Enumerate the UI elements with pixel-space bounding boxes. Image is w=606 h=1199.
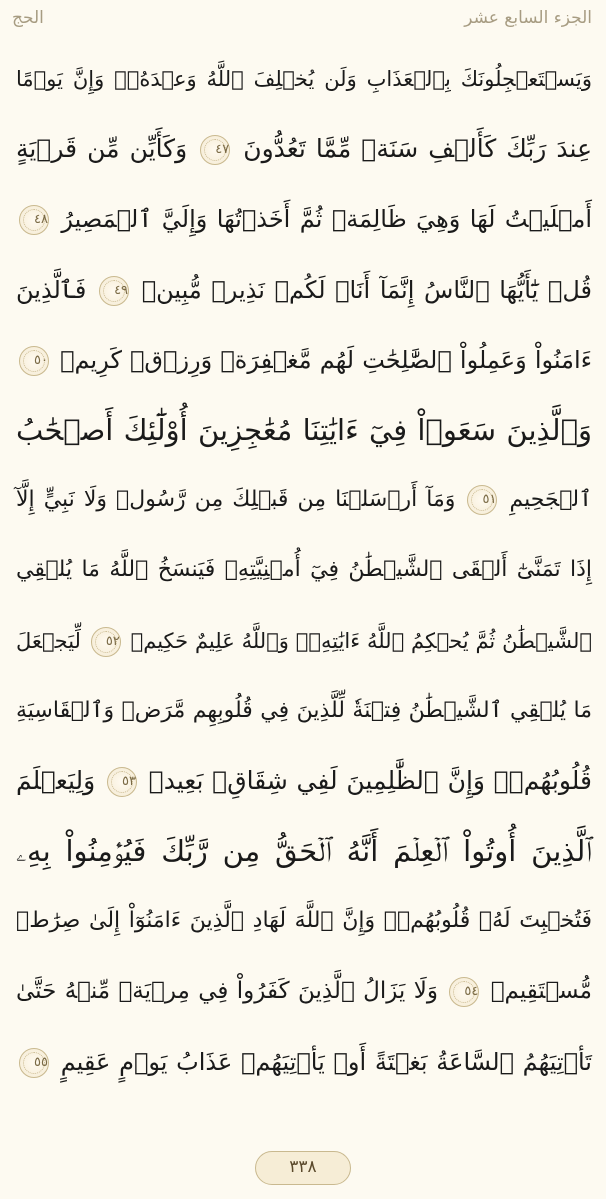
verse-text: لِّيَجۡعَلَ — [16, 628, 81, 653]
quran-page-text — [0, 44, 606, 1097]
text-line — [0, 886, 606, 956]
ayah-number-marker — [107, 767, 137, 797]
ayah-number-marker — [467, 485, 497, 515]
text-line — [0, 325, 606, 395]
ayah-number: ٤٨ — [34, 212, 48, 228]
verse-text: مَا يُلۡقِي ٱلشَّيۡطَٰنُ فِتۡنَةٗ لِّلَّذِينَ فِي قُلُوبِهِم مَّرَضٞ وَٱلۡقَاسِيَةِ — [16, 697, 592, 723]
verse-text: عِندَ رَبِّكَ كَأَلۡفِ سَنَةٖ مِّمَّا تَعُدُّونَ — [243, 134, 592, 164]
text-line — [0, 395, 606, 465]
verse-text: إِذَا تَمَنَّىٰٓ أَلۡقَى ٱلشَّيۡطَٰنُ فِيٓ أُمۡنِيَّتِهِۦ فَيَنسَخُ ٱللَّهُ مَا يُلۡقِي — [16, 557, 592, 583]
ayah-number: ٥٢ — [105, 633, 120, 649]
text-line — [0, 746, 606, 816]
verse-text: وَلِيَعۡلَمَ — [16, 765, 96, 795]
text-line — [0, 816, 606, 886]
verse-text: وَكَأَيِّن مِّن قَرۡيَةٍ — [16, 134, 188, 164]
verse-text: وَيَسۡتَعۡجِلُونَكَ بِٱلۡعَذَابِ وَلَن يُخۡلِفَ ٱللَّهُ وَعۡدَهُۥۚ وَإِنَّ يَوۡمًا — [16, 67, 592, 91]
verse-text: قُلُوبُهُمۡۗ وَإِنَّ ٱلظَّٰلِمِينَ لَفِي شِقَاقِۭ بَعِيدٖ — [148, 765, 592, 795]
ayah-number-marker — [91, 627, 121, 657]
verse-text: وَٱلَّذِينَ سَعَوۡاْ فِيٓ ءَايَٰتِنَا مُعَٰجِزِينَ أُوْلَٰٓئِكَ أَصۡحَٰبُ — [16, 412, 592, 447]
text-line — [0, 465, 606, 535]
text-line — [0, 956, 606, 1026]
ayah-number-marker — [449, 977, 479, 1007]
ayah-number-marker — [99, 276, 129, 306]
ayah-number-marker — [200, 135, 230, 165]
page-header — [0, 0, 606, 44]
text-line — [0, 606, 606, 676]
ayah-number: ٥١ — [482, 492, 497, 508]
verse-text: ٱلۡجَحِيمِ — [509, 487, 592, 513]
verse-text: أَمۡلَيۡتُ لَهَا وَهِيَ ظَالِمَةٞ ثُمَّ أَخَذۡتُهَا وَإِلَيَّ ٱلۡمَصِيرُ — [61, 205, 592, 234]
text-line — [0, 255, 606, 325]
verse-text: تَأۡتِيَهُمُ ٱلسَّاعَةُ بَغۡتَةً أَوۡ يَأۡتِيَهُمۡ عَذَابُ يَوۡمٍ عَقِيمٍ — [60, 1047, 592, 1076]
surah-name-label: الحج — [12, 8, 44, 28]
ayah-number: ٤٩ — [114, 282, 129, 298]
juz-label: الجزء السابع عشر — [464, 8, 592, 28]
verse-text: وَلَا يَزَالُ ٱلَّذِينَ كَفَرُواْ فِي مِرۡيَةٖ مِّنۡهُ حَتَّىٰ — [16, 978, 438, 1005]
ayah-number: ٤٧ — [215, 142, 230, 158]
page-number-badge: ٣٣٨ — [255, 1151, 351, 1185]
verse-text: قُلۡ يَٰٓأَيُّهَا ٱلنَّاسُ إِنَّمَآ أَنَا۠ لَكُمۡ نَذِيرٞ مُّبِينٞ — [141, 275, 592, 304]
ayah-number: ٥٣ — [122, 773, 136, 789]
ayah-number: ٥٤ — [464, 983, 479, 999]
ayah-number: ٥٠ — [34, 352, 48, 368]
text-line — [0, 114, 606, 184]
ayah-number-marker — [19, 346, 49, 376]
verse-text: ٱلَّذِينَ أُوتُواْ ٱلۡعِلۡمَ أَنَّهُ ٱلۡحَقُّ مِن رَّبِّكَ فَيُؤۡمِنُواْ بِهِۦ — [16, 834, 592, 869]
text-line — [0, 1027, 606, 1097]
ayah-number: ٥٥ — [34, 1054, 48, 1070]
text-line — [0, 676, 606, 746]
text-line — [0, 184, 606, 254]
verse-text: فَٱلَّذِينَ — [16, 275, 87, 304]
verse-text: وَمَآ أَرۡسَلۡنَا مِن قَبۡلِكَ مِن رَّسُولٖ وَلَا نَبِيٍّ إِلَّآ — [16, 487, 456, 513]
text-line — [0, 44, 606, 114]
verse-text: ٱلشَّيۡطَٰنُ ثُمَّ يُحۡكِمُ ٱللَّهُ ءَايَٰتِهِۦۗ وَٱللَّهُ عَلِيمٌ حَكِيمٞ — [130, 628, 592, 653]
verse-text: ءَامَنُواْ وَعَمِلُواْ ٱلصَّٰلِحَٰتِ لَهُم مَّغۡفِرَةٞ وَرِزۡقٞ كَرِيمٞ — [60, 345, 592, 374]
text-line — [0, 535, 606, 605]
ayah-number-marker — [19, 205, 49, 235]
ayah-number-marker — [19, 1048, 49, 1078]
verse-text: فَتُخۡبِتَ لَهُۥ قُلُوبُهُمۡۗ وَإِنَّ ٱللَّهَ لَهَادِ ٱلَّذِينَ ءَامَنُوٓاْ إِلَىٰ صِرَٰطٖ — [16, 908, 592, 934]
verse-text: مُّسۡتَقِيمٖ — [490, 978, 592, 1005]
